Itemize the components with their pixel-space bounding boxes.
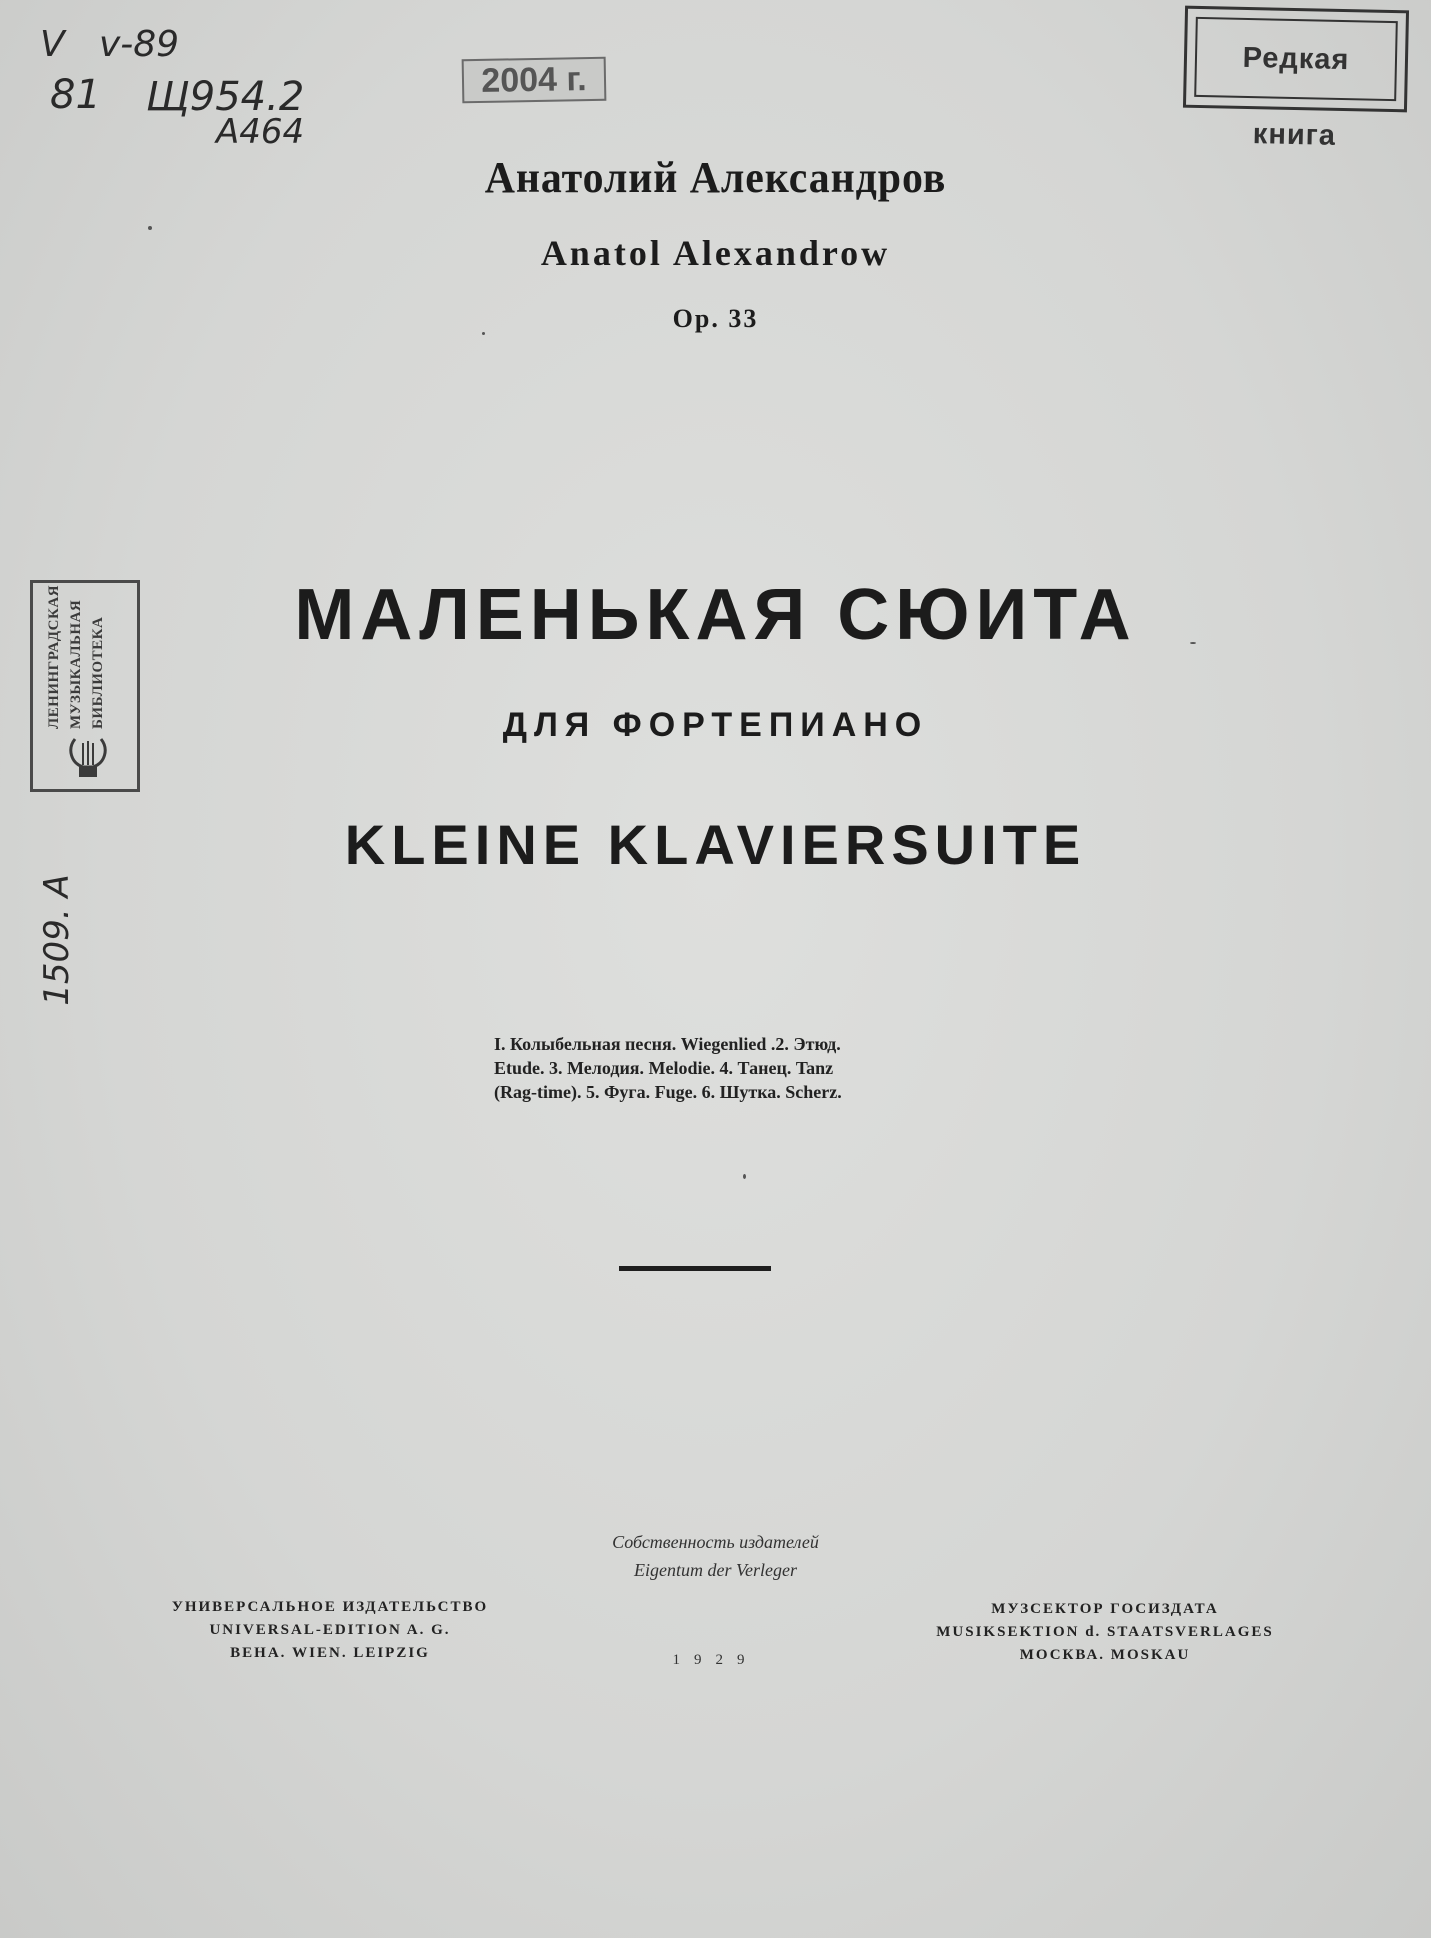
- subtitle-russian: ДЛЯ ФОРТЕПИАНО: [502, 706, 929, 744]
- paper-speck: [148, 226, 152, 230]
- handwritten-mark-2: 81: [50, 72, 101, 118]
- author-name-german: Anatol Alexandrow: [540, 233, 891, 273]
- divider-rule: [619, 1266, 771, 1271]
- publisher-left-line: УНИВЕРСАЛЬНОЕ ИЗДАТЕЛЬСТВО: [171, 1599, 489, 1615]
- property-note-german: Eigentum der Verleger: [634, 1560, 797, 1580]
- library-stamp-line: БИБЛИОТЕКА: [90, 616, 106, 729]
- year-stamp: 2004 г.: [462, 57, 607, 104]
- contents-line: I. Колыбельная песня. Wiegenlied .2. Этюд.: [494, 1034, 841, 1054]
- contents-line: (Rag-time). 5. Фуга. Fuge. 6. Шутка. Scherz.: [494, 1082, 842, 1102]
- title-german: KLEINE KLAVIERSUITE: [344, 813, 1087, 876]
- paper-speck: [1190, 642, 1196, 644]
- handwritten-mark-1: V v-89: [40, 24, 180, 65]
- rare-book-stamp-text: Редкая книга: [1194, 17, 1398, 101]
- library-stamp-line: МУЗЫКАЛЬНАЯ: [68, 599, 84, 729]
- paper-speck: [482, 332, 485, 335]
- author-name-russian: Анатолий Александров: [484, 153, 947, 202]
- publisher-right-line: МУЗСЕКТОР ГОСИЗДАТА: [991, 1601, 1219, 1617]
- rare-book-stamp: [1183, 6, 1409, 152]
- opus-number: Op. 33: [672, 304, 759, 333]
- publisher-right-line: MUSIKSEKTION d. STAATSVERLAGES: [936, 1624, 1274, 1640]
- contents-line: Etude. 3. Мелодия. Melodie. 4. Танец. Tanz: [494, 1058, 834, 1078]
- handwritten-side-number: 1509. А: [37, 874, 77, 1006]
- publisher-right-line: МОСКВА. MOSKAU: [1019, 1647, 1191, 1663]
- title-russian: МАЛЕНЬКАЯ СЮИТА: [294, 575, 1137, 655]
- paper-speck: [743, 1174, 746, 1179]
- property-note: [0, 1528, 1431, 1584]
- property-note-russian: Собственность издателей: [612, 1532, 819, 1552]
- publisher-right: [880, 1598, 1330, 1667]
- handwritten-shelfmark: Щ954.2: [146, 74, 305, 120]
- publisher-left-line: ВЕНА. WIEN. LEIPZIG: [230, 1645, 430, 1661]
- library-stamp-line: ЛЕНИНГРАДСКАЯ: [46, 585, 62, 729]
- publication-year: 1929: [672, 1652, 759, 1668]
- contents-list: [494, 1032, 894, 1104]
- publisher-left-line: UNIVERSAL-EDITION A. G.: [209, 1622, 451, 1638]
- handwritten-author-mark: А464: [216, 112, 305, 152]
